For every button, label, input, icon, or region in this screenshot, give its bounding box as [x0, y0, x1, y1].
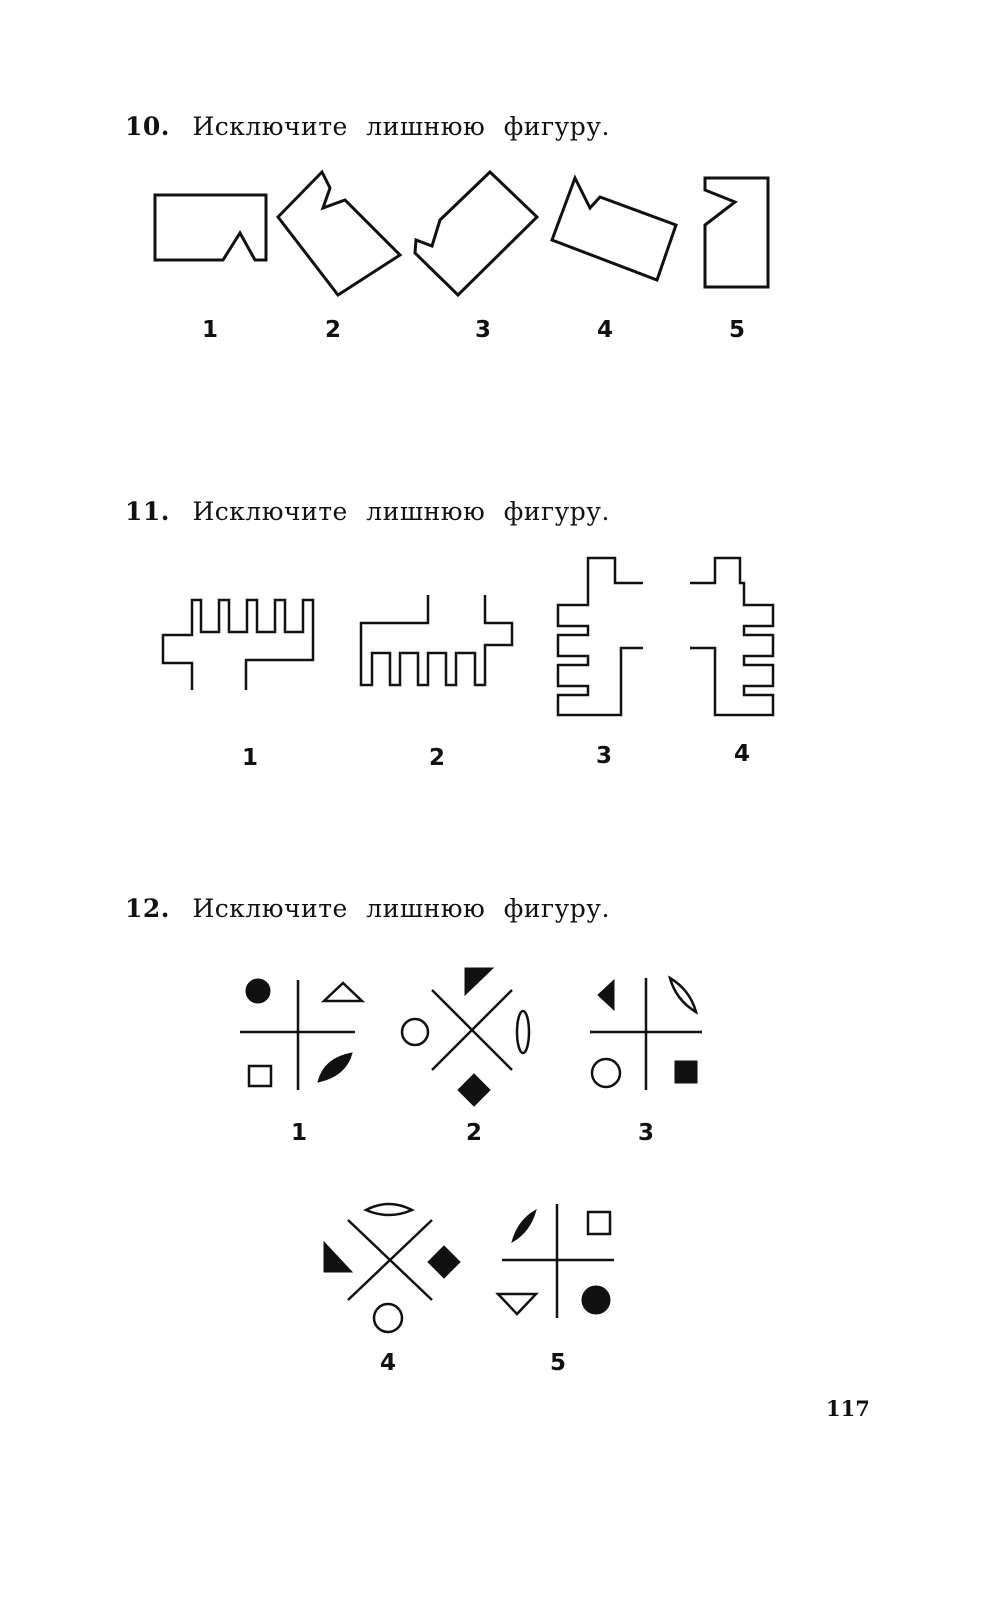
task-11-shape-3[interactable]	[558, 558, 643, 715]
task-12-label-3: 3	[637, 1120, 655, 1146]
task-12-label-4: 4	[379, 1350, 397, 1376]
task-10-shape-1[interactable]	[155, 195, 266, 260]
page-number: 117	[826, 1396, 870, 1421]
outline-triangle-icon	[498, 1294, 536, 1314]
task-12-figure-5[interactable]	[498, 1204, 614, 1318]
task-11-title	[125, 497, 610, 526]
task-11-figures	[0, 545, 984, 775]
task-12-figures	[0, 950, 984, 1390]
outline-square-icon	[249, 1066, 271, 1086]
task-12-figure-3[interactable]	[590, 978, 702, 1090]
outline-lens-icon	[366, 1204, 412, 1215]
filled-triangle-icon	[465, 968, 493, 995]
task-12-label-2: 2	[465, 1120, 483, 1146]
filled-circle-icon	[582, 1286, 610, 1314]
task-10-figures	[0, 160, 984, 360]
task-11-shape-2[interactable]	[361, 595, 512, 685]
task-10-label-3: 3	[474, 317, 492, 343]
task-12-figure-4[interactable]	[324, 1204, 460, 1332]
filled-lens-icon	[318, 1053, 352, 1082]
outline-square-icon	[588, 1212, 610, 1234]
task-12-label-1: 1	[290, 1120, 308, 1146]
task-11-number: 11.	[125, 497, 170, 526]
task-10-shape-5[interactable]	[705, 178, 768, 287]
outline-triangle-icon	[324, 983, 362, 1001]
task-11-label-1: 1	[241, 745, 259, 771]
filled-square-icon	[675, 1061, 697, 1083]
outline-circle-icon	[402, 1019, 428, 1045]
task-12-figure-1[interactable]	[240, 979, 362, 1090]
filled-lens-icon	[512, 1210, 536, 1242]
task-10-shape-3[interactable]	[415, 172, 537, 295]
task-10-label-4: 4	[596, 317, 614, 343]
task-10-title	[125, 112, 610, 141]
task-12-number: 12.	[125, 894, 170, 923]
filled-triangle-icon	[598, 980, 614, 1010]
filled-circle-icon	[246, 979, 270, 1003]
task-11-shape-1[interactable]	[163, 600, 313, 690]
task-10-label-1: 1	[201, 317, 219, 343]
task-11-shape-4[interactable]	[690, 558, 773, 715]
task-11-label-3: 3	[595, 743, 613, 769]
outline-circle-icon	[592, 1059, 620, 1087]
task-10-shape-2[interactable]	[278, 172, 400, 295]
task-12-label-5: 5	[549, 1350, 567, 1376]
outline-lens-icon	[670, 978, 696, 1012]
filled-diamond-icon	[458, 1074, 490, 1106]
task-10-prompt: Исключите лишнюю фигуру.	[192, 112, 610, 141]
task-10-number: 10.	[125, 112, 170, 141]
task-11-label-4: 4	[733, 741, 751, 767]
task-10-shape-4[interactable]	[552, 178, 676, 280]
task-11-prompt: Исключите лишнюю фигуру.	[192, 497, 610, 526]
task-12-title	[125, 894, 610, 923]
outline-lens-icon	[517, 1011, 529, 1053]
task-10-label-5: 5	[728, 317, 746, 343]
task-10-label-2: 2	[324, 317, 342, 343]
task-12-prompt: Исключите лишнюю фигуру.	[192, 894, 610, 923]
outline-circle-icon	[374, 1304, 402, 1332]
filled-diamond-icon	[428, 1246, 460, 1278]
filled-triangle-icon	[324, 1242, 352, 1272]
task-12-figure-2[interactable]	[402, 968, 529, 1106]
task-11-label-2: 2	[428, 745, 446, 771]
